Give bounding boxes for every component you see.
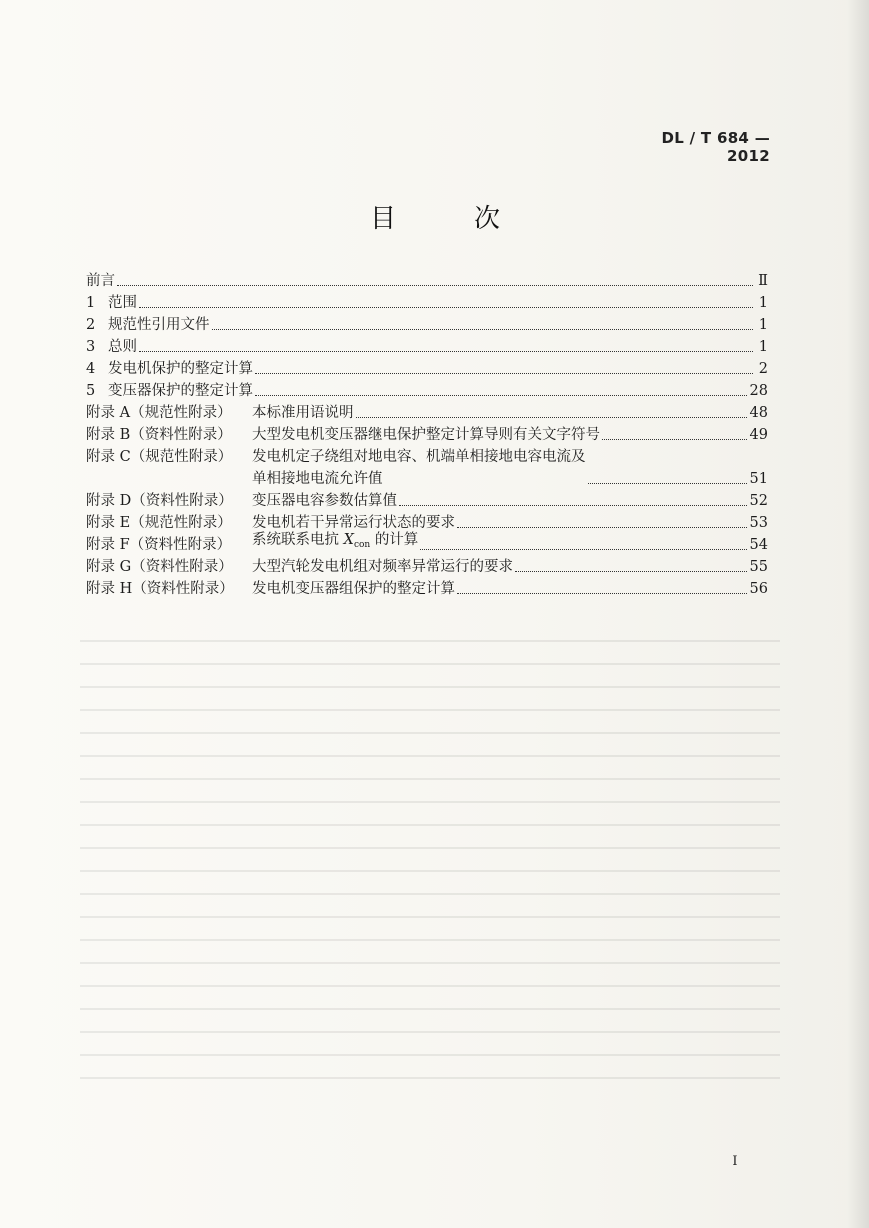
toc-entry-label-text: 系统联系电抗 <box>252 532 339 548</box>
leader-dots <box>212 329 754 330</box>
toc-entry-label: 总则 <box>108 339 137 355</box>
toc-entry-label: 大型汽轮发电机组对频率异常运行的要求 <box>252 559 513 575</box>
toc-entry-prefix: 附录 H（资料性附录） <box>86 581 234 597</box>
toc-entry-label: 范围 <box>108 295 137 311</box>
toc-entry-number: 1 <box>86 295 96 311</box>
toc-entry-label: 规范性引用文件 <box>108 317 210 333</box>
toc-entry-appendix-g <box>86 556 768 578</box>
toc-entry-label: 大型发电机变压器继电保护整定计算导则有关文字符号 <box>252 427 600 443</box>
toc-title <box>370 198 500 235</box>
toc-entry-5 <box>86 380 768 402</box>
toc-entry-prefix: 附录 D（资料性附录） <box>86 493 233 509</box>
leader-dots <box>457 527 747 528</box>
toc-title-char: 次 <box>473 204 500 234</box>
toc-entry-4 <box>86 358 768 380</box>
toc-entry-number: 4 <box>86 361 96 377</box>
toc-entry-page: 53 <box>749 515 768 531</box>
toc-entry-foreword <box>86 270 768 292</box>
toc-entry-label-block <box>252 446 586 490</box>
bleed-through-text <box>80 640 780 1130</box>
toc-entry-page: 48 <box>749 405 768 421</box>
leader-dots <box>399 505 747 506</box>
leader-dots <box>117 285 753 286</box>
toc-entry-prefix: 附录 C（规范性附录） <box>86 449 233 465</box>
toc-entry-appendix-e <box>86 512 768 534</box>
toc-entry-appendix-a <box>86 402 768 424</box>
toc-entry-prefix: 附录 B（资料性附录） <box>86 427 232 443</box>
page-edge-shadow <box>847 0 869 1228</box>
page-number: I <box>732 1154 738 1169</box>
toc-entry-page: 54 <box>749 537 768 553</box>
toc-entry-page: 1 <box>758 317 768 333</box>
toc-entry-page: 2 <box>758 361 768 377</box>
leader-dots <box>515 571 747 572</box>
toc-entry-prefix: 附录 F（资料性附录） <box>86 537 232 553</box>
leader-dots <box>255 395 747 396</box>
leader-dots <box>356 417 747 418</box>
toc-entry-number: 3 <box>86 339 96 355</box>
reactance-symbol: X <box>343 532 354 548</box>
document-code: DL / T 684 — 2012 <box>661 129 770 165</box>
toc-entry-appendix-c <box>86 446 768 490</box>
toc-title-char: 目 <box>370 204 397 234</box>
leader-dots <box>588 483 747 484</box>
toc-entry-page: 55 <box>749 559 768 575</box>
toc-entry-label: 发电机若干异常运行状态的要求 <box>252 515 455 531</box>
toc-entry-page: Ⅱ <box>758 273 768 289</box>
toc-entry-label <box>252 529 418 556</box>
toc-entry-appendix-d <box>86 490 768 512</box>
leader-dots <box>420 549 746 550</box>
toc-entry-2 <box>86 314 768 336</box>
toc-entry-prefix: 附录 A（规范性附录） <box>86 405 232 421</box>
leader-dots <box>139 351 753 352</box>
toc-entry-1 <box>86 292 768 314</box>
leader-dots <box>457 593 747 594</box>
toc-entry-label-text: 的计算 <box>374 532 419 548</box>
toc-entry-label: 前言 <box>86 273 115 289</box>
toc-entry-page: 1 <box>758 339 768 355</box>
table-of-contents <box>86 270 768 600</box>
toc-entry-page: 1 <box>758 295 768 311</box>
toc-entry-page: 49 <box>749 427 768 443</box>
toc-entry-prefix: 附录 G（资料性附录） <box>86 559 233 575</box>
toc-entry-number: 2 <box>86 317 96 333</box>
toc-entry-appendix-b <box>86 424 768 446</box>
toc-entry-appendix-f <box>86 534 768 556</box>
reactance-subscript: con <box>353 540 371 550</box>
toc-entry-number: 5 <box>86 383 96 399</box>
leader-dots <box>255 373 753 374</box>
leader-dots <box>139 307 753 308</box>
toc-entry-page: 52 <box>749 493 768 509</box>
toc-entry-page: 28 <box>749 383 768 399</box>
toc-entry-label-continued: 单相接地电流允许值 <box>252 471 383 487</box>
toc-entry-label: 变压器保护的整定计算 <box>108 383 253 399</box>
toc-entry-page: 51 <box>749 471 768 487</box>
toc-entry-label: 发电机保护的整定计算 <box>108 361 253 377</box>
toc-entry-label: 发电机定子绕组对地电容、机端单相接地电容电流及 <box>252 449 586 465</box>
toc-entry-label: 发电机变压器组保护的整定计算 <box>252 581 455 597</box>
toc-entry-3 <box>86 336 768 358</box>
toc-entry-prefix: 附录 E（规范性附录） <box>86 515 232 531</box>
toc-entry-page: 56 <box>749 581 768 597</box>
toc-entry-label: 变压器电容参数估算值 <box>252 493 397 509</box>
toc-entry-label: 本标准用语说明 <box>252 405 354 421</box>
leader-dots <box>602 439 747 440</box>
toc-entry-appendix-h <box>86 578 768 600</box>
